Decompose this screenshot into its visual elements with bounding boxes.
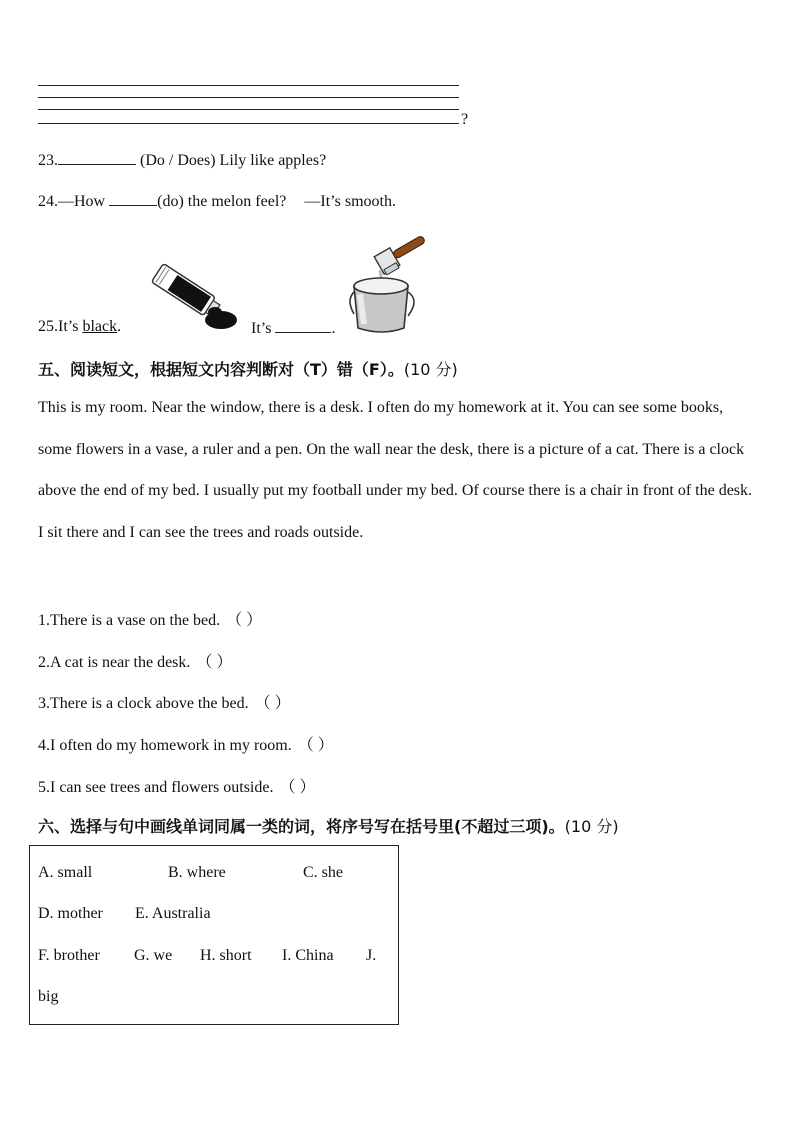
answer-line-3: [38, 109, 459, 110]
section-6-score: (10 分): [564, 817, 619, 836]
question-23-number: 23.: [38, 152, 58, 169]
tf-item-2: [38, 649, 232, 672]
question-25-number: 25.: [38, 318, 58, 335]
question-23-text: (Do / Does) Lily like apples?: [136, 152, 327, 169]
blank-24[interactable]: [109, 191, 157, 206]
paint-bucket-icon: [346, 230, 430, 334]
answer-line-1: [38, 85, 459, 86]
option-j: J.: [366, 947, 377, 964]
option-b: B. where: [168, 864, 226, 881]
tf-item-5: [38, 774, 315, 797]
option-h: H. short: [200, 947, 252, 964]
section-6-title-text: 六、选择与句中画线单词同属一类的词，将序号写在括号里(不超过三项)。: [38, 817, 565, 836]
answer-line-4: [38, 123, 459, 124]
question-25-period: .: [117, 318, 122, 335]
section-5-title-text: 五、阅读短文，根据短文内容判断对（T）错（F）。: [38, 360, 404, 379]
question-25-right-period: .: [331, 320, 336, 337]
question-24-number: 24.: [38, 193, 58, 210]
question-25-prefix: It’s: [58, 318, 83, 335]
answer-bracket[interactable]: （ ）: [297, 737, 334, 754]
question-mark: ?: [461, 111, 469, 128]
paint-tube-icon: [144, 262, 240, 332]
question-25-left: [38, 318, 121, 336]
tf-item-3: [38, 690, 291, 713]
tf-item-text: 4.I often do my homework in my room.: [38, 737, 292, 754]
tf-item-4: [38, 732, 334, 755]
question-23: [38, 150, 326, 170]
question-25-right-prefix: It’s: [251, 320, 276, 337]
blank-25[interactable]: [275, 318, 331, 333]
option-f: F. brother: [38, 947, 100, 964]
question-24-answer: —It’s smooth.: [304, 193, 396, 210]
option-j-word: big: [38, 988, 59, 1005]
option-i: I. China: [282, 947, 334, 964]
answer-bracket[interactable]: （ ）: [254, 695, 291, 712]
answer-bracket[interactable]: （ ）: [196, 654, 233, 671]
section-5-title: [38, 357, 458, 380]
question-25-right: [251, 318, 335, 338]
option-d: D. mother: [38, 905, 103, 922]
answer-bracket[interactable]: （ ）: [226, 612, 263, 629]
question-24-dash: —How: [58, 193, 110, 210]
blank-23[interactable]: [58, 150, 136, 165]
option-g: G. we: [134, 947, 173, 964]
answer-bracket[interactable]: （ ）: [279, 779, 316, 796]
reading-passage: This is my room. Near the window, there is a desk. I often do my homework at it. You can see some books, some flowers in a vase, a ruler and a pen. On the wall near the desk, there is a picture of a cat. There is a clock above the end of my bed. I usually put my football under my bed. Of course there is a chair in front of the desk. I sit there and I can see the trees and roads outside.: [38, 399, 753, 541]
question-24-text: (do) the melon feel?: [157, 193, 287, 210]
question-24: [38, 191, 396, 211]
options-box: [29, 845, 399, 1025]
answer-line-2: [38, 97, 459, 98]
option-c: C. she: [303, 864, 343, 881]
tf-item-1: [38, 607, 262, 630]
option-a: A. small: [38, 864, 93, 881]
section-5-score: (10 分): [403, 360, 458, 379]
underlined-word: black: [82, 318, 118, 335]
tf-item-text: 5.I can see trees and flowers outside.: [38, 779, 274, 796]
tf-item-text: 2.A cat is near the desk.: [38, 654, 191, 671]
section-6-title: [38, 814, 619, 837]
tf-item-text: 1.There is a vase on the bed.: [38, 612, 221, 629]
option-e: E. Australia: [135, 905, 211, 922]
tf-item-text: 3.There is a clock above the bed.: [38, 695, 249, 712]
